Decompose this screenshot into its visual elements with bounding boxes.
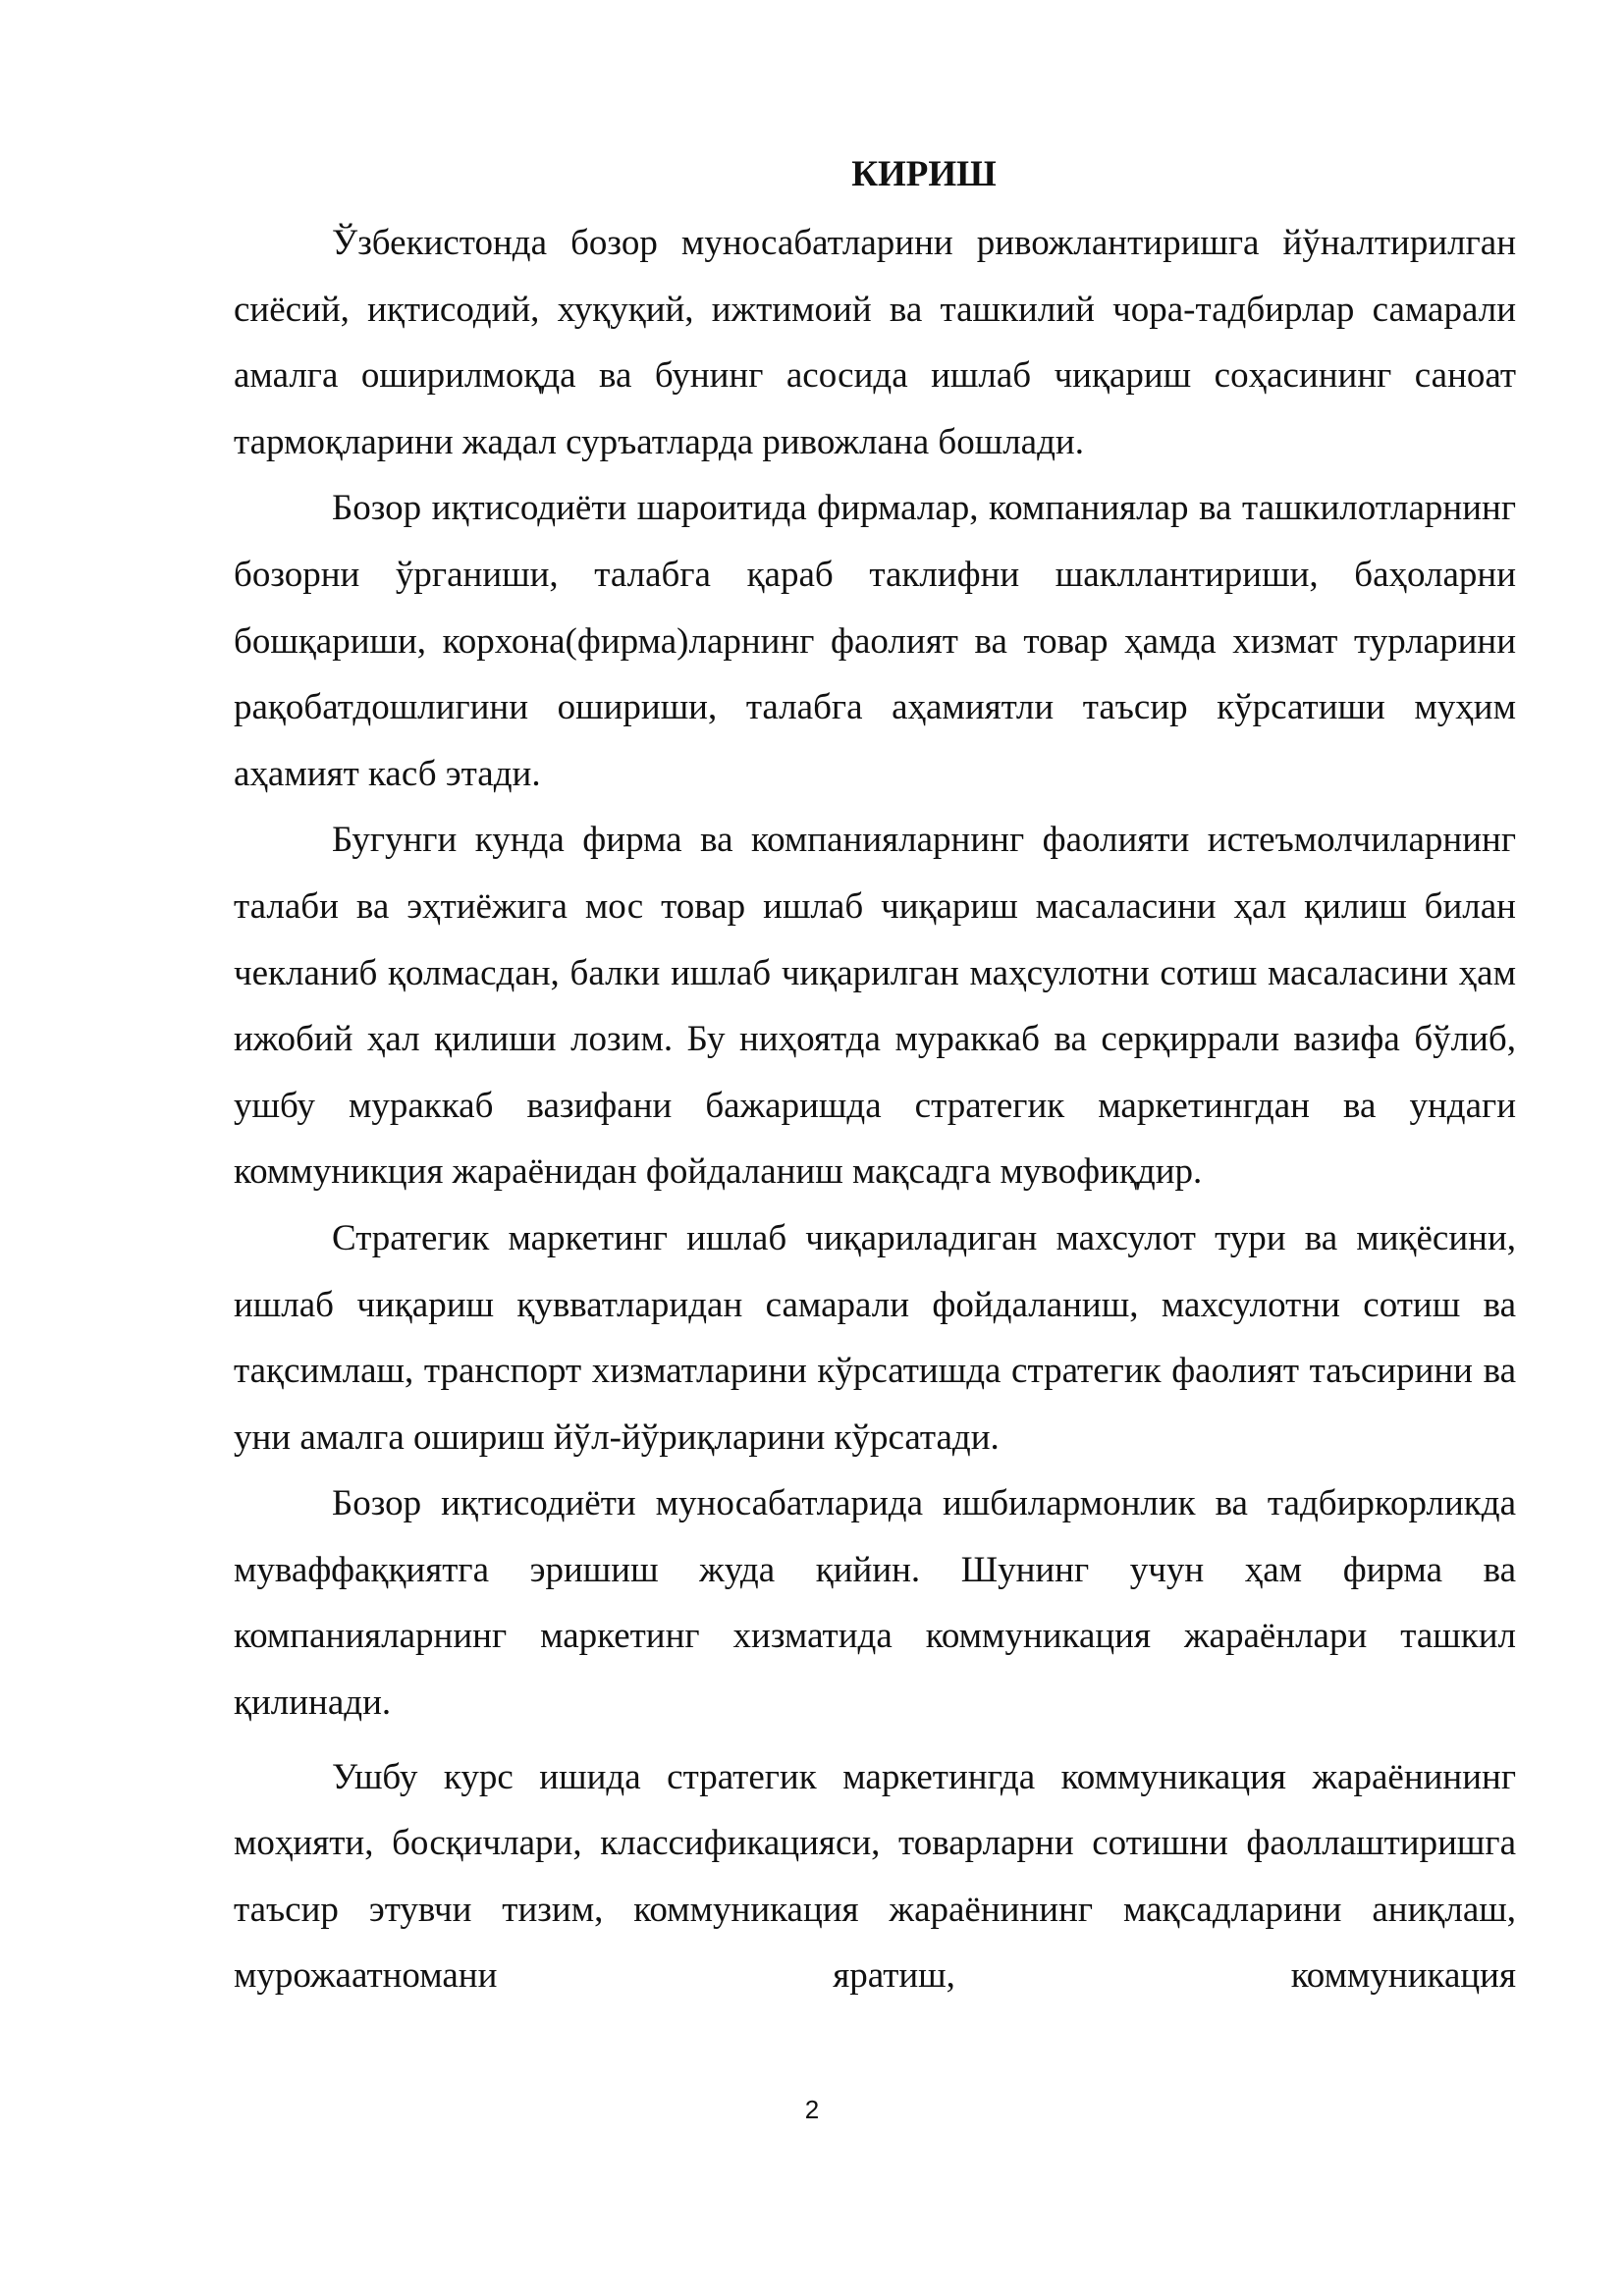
page-number: 2 xyxy=(804,2095,820,2124)
paragraph-5: Бозор иқтисодиёти муносабатларида ишбилармонлик ва тадбиркорликда муваффаққиятга эришиш жуда қийин. Шунинг учун ҳам фирма ва компанияларнинг маркетинг хизматида коммуникация жараёнлари ташкил қилинади. xyxy=(234,1483,1516,1724)
paragraph-4: Стратегик маркетинг ишлаб чиқариладиган махсулот тури ва миқёсини, ишлаб чиқариш қувватларидан самарали фойдаланиш, махсулотни сотиш ва тақсимлаш, транспорт хизматларини кўрсатишда стратегик фаолият таъсирини ва уни амалга ошириш йўл-йўриқларини кўрсатади. xyxy=(234,1217,1516,1458)
paragraph-3: Бугунги кунда фирма ва компанияларнинг фаолияти истеъмолчиларнинг талаби ва эҳтиёжига мос товар ишлаб чиқариш масаласини ҳал қилиш билан чекланиб қолмасдан, балки ишлаб чиқарилган маҳсулотни сотиш масаласини ҳам ижобий ҳал қилиши лозим. Бу ниҳоятда мураккаб ва серқиррали вазифа бўлиб, ушбу мураккаб вазифани бажаришда стратегик маркетингдан ва ундаги коммуникция жараёнидан фойдаланиш мақсадга мувофиқдир. xyxy=(234,820,1516,1193)
paragraph-6: Ушбу курс ишида стратегик маркетингда коммуникация жараёнининг моҳияти, босқичлари, классификацияси, товарларни сотишни фаоллаштиришга таъсир этувчи тизим, коммуникация жараёнининг мақсадларини аниқлаш, мурожаатномани яратиш, коммуникация xyxy=(234,1756,1516,1997)
page-title: КИРИШ xyxy=(851,154,997,194)
paragraph-1: Ўзбекистонда бозор муносабатларини ривожлантиришга йўналтирилган сиёсий, иқтисодий, хуқуқий, ижтимоий ва ташкилий чора-тадбирлар самарали амалга оширилмоқда ва бунинг асосида ишлаб чиқариш соҳасининг саноат тармоқларини жадал суръатларда ривожлана бошлади. xyxy=(234,223,1516,462)
page-content xyxy=(234,145,1516,2009)
paragraph-2: Бозор иқтисодиёти шароитида фирмалар, компаниялар ва ташкилотларнинг бозорни ўрганиши, талабга қараб таклифни шакллантириши, баҳоларни бошқариши, корхона(фирма)ларнинг фаолият ва товар ҳамда хизмат турларини рақобатдошлигини ошириши, талабга аҳамиятли таъсир кўрсатиши муҳим аҳамият касб этади. xyxy=(234,488,1516,794)
